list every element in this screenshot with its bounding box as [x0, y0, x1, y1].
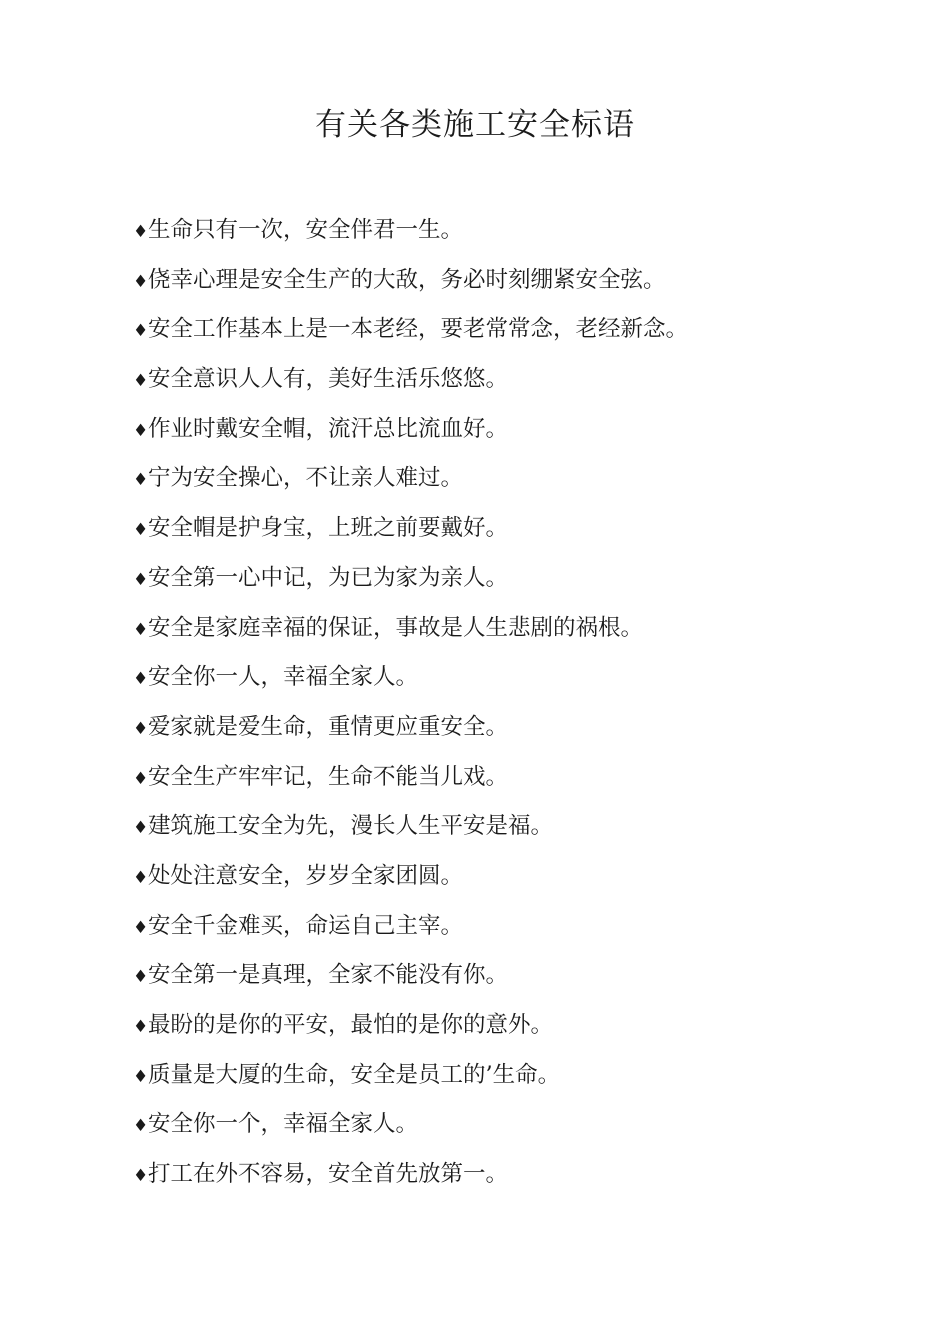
- slogan-text: 作业时戴安全帽，流汗总比流血好。: [148, 415, 509, 442]
- list-item: [133, 1150, 688, 1200]
- list-item: [133, 653, 688, 703]
- diamond-bullet-icon: ♦: [133, 371, 149, 392]
- slogan-text: 安全工作基本上是一本老经，要老常常念，老经新念。: [148, 316, 689, 343]
- slogan-text: 生命只有一次，安全伴君一生。: [148, 217, 464, 243]
- diamond-bullet-icon: ♦: [133, 619, 149, 640]
- diamond-bullet-icon: ♦: [133, 1166, 149, 1187]
- list-item: [133, 504, 688, 554]
- slogan-text: 安全意识人人有，美好生活乐悠悠。: [148, 366, 509, 393]
- list-item: [133, 206, 688, 256]
- diamond-bullet-icon: ♦: [133, 718, 149, 739]
- diamond-bullet-icon: ♦: [133, 420, 149, 441]
- list-item: [133, 355, 688, 405]
- diamond-bullet-icon: ♦: [133, 1116, 149, 1137]
- document-title: 有关各类施工安全标语: [315, 107, 635, 143]
- list-item: [133, 405, 688, 455]
- slogan-text: 建筑施工安全为先，漫长人生平安是福。: [148, 813, 554, 840]
- slogan-text: 爱家就是爱生命，重情更应重安全。: [148, 713, 509, 740]
- slogan-text: 安全生产牢牢记，生命不能当儿戏。: [148, 763, 509, 790]
- list-item: [133, 1051, 688, 1101]
- diamond-bullet-icon: ♦: [133, 271, 149, 292]
- diamond-bullet-icon: ♦: [133, 520, 149, 541]
- diamond-bullet-icon: ♦: [133, 222, 149, 242]
- list-item: [133, 305, 688, 355]
- slogan-text: 安全你一个，幸福全家人。: [148, 1111, 419, 1138]
- list-item: [133, 703, 688, 753]
- slogan-list: [133, 206, 688, 1200]
- slogan-text: 安全是家庭幸福的保证，事故是人生悲剧的祸根。: [148, 614, 644, 641]
- diamond-bullet-icon: ♦: [133, 917, 149, 938]
- diamond-bullet-icon: ♦: [133, 768, 149, 789]
- slogan-text: 安全帽是护身宝，上班之前要戴好。: [148, 515, 509, 542]
- diamond-bullet-icon: ♦: [133, 569, 149, 590]
- diamond-bullet-icon: ♦: [133, 1017, 149, 1037]
- diamond-bullet-icon: ♦: [133, 867, 149, 888]
- list-item: [133, 454, 688, 504]
- list-item: [133, 1001, 688, 1051]
- list-item: [133, 753, 688, 803]
- diamond-bullet-icon: ♦: [133, 470, 149, 491]
- diamond-bullet-icon: ♦: [133, 321, 149, 342]
- slogan-text: 处处注意安全，岁岁全家团圆。: [148, 862, 464, 889]
- list-item: [133, 802, 688, 852]
- slogan-text: 打工在外不容易，安全首先放第一。: [148, 1161, 509, 1188]
- slogan-text: 安全第一心中记，为已为家为亲人。: [148, 564, 509, 591]
- slogan-text: 宁为安全操心，不让亲人难过。: [148, 465, 464, 492]
- slogan-text: 最盼的是你的平安，最怕的是你的意外。: [148, 1012, 554, 1038]
- slogan-text: 安全第一是真理，全家不能没有你。: [148, 962, 509, 989]
- diamond-bullet-icon: ♦: [133, 669, 149, 690]
- slogan-text: 侥幸心理是安全生产的大敌，务必时刻绷紧安全弦。: [148, 266, 666, 293]
- list-item: [133, 951, 688, 1001]
- list-item: [133, 604, 688, 654]
- diamond-bullet-icon: ♦: [133, 1066, 149, 1087]
- list-item: [133, 852, 688, 902]
- diamond-bullet-icon: ♦: [133, 818, 149, 839]
- diamond-bullet-icon: ♦: [133, 967, 149, 988]
- slogan-text: 安全你一人，幸福全家人。: [148, 664, 419, 691]
- list-item: [133, 256, 688, 306]
- list-item: [133, 902, 688, 952]
- slogan-text: 安全千金难买，命运自己主宰。: [148, 912, 464, 939]
- list-item: [133, 554, 688, 604]
- slogan-text: 质量是大厦的生命，安全是员工的’生命。: [148, 1061, 561, 1088]
- list-item: [133, 1100, 688, 1150]
